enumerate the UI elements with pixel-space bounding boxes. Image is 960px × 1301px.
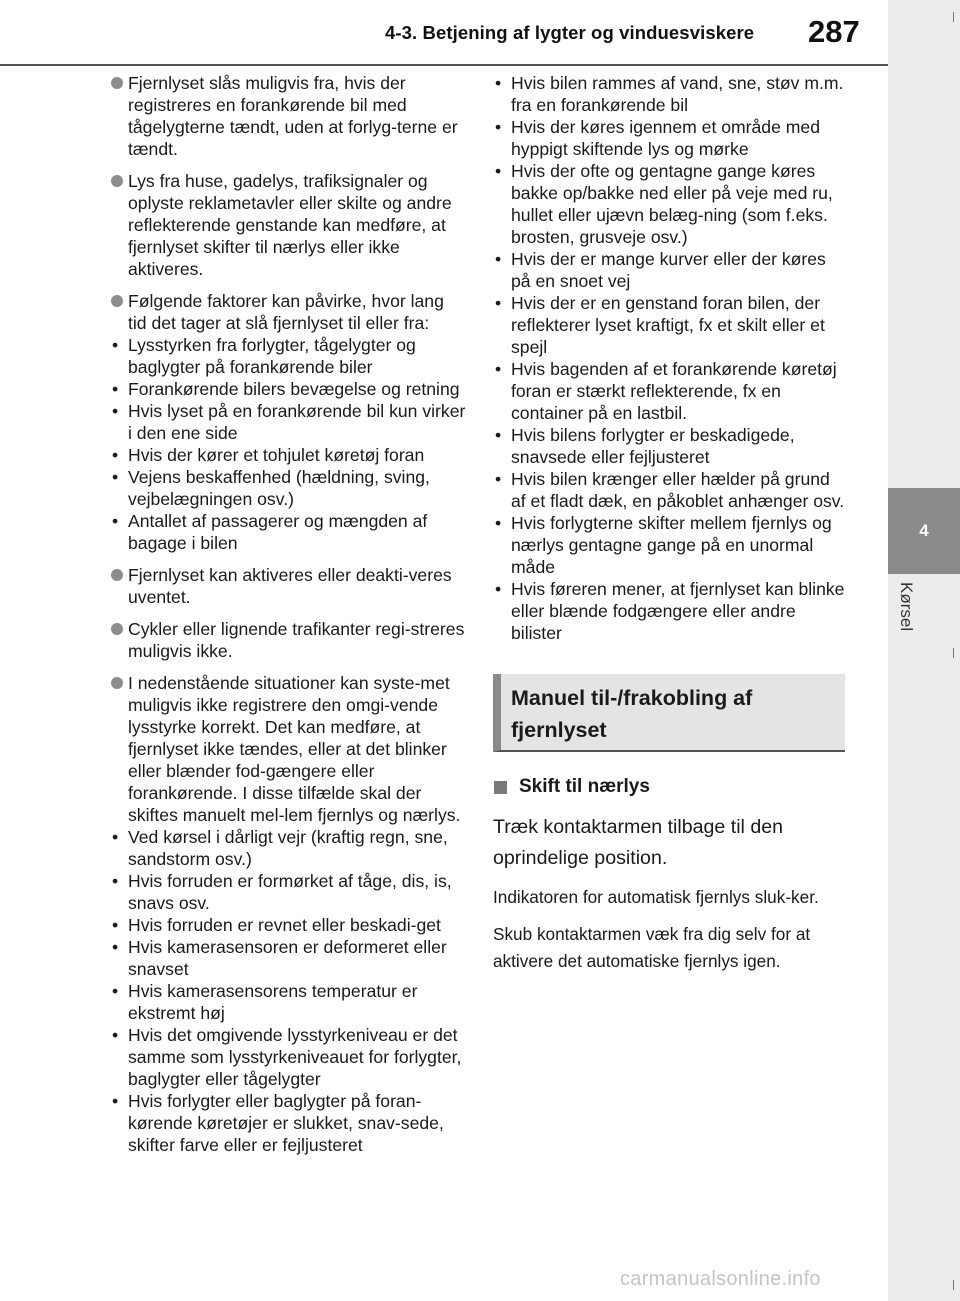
- list-item: [110, 444, 466, 466]
- bullet-mark: •: [112, 1091, 119, 1111]
- list-item: [110, 914, 466, 936]
- list-item: [493, 160, 845, 248]
- list-item: [493, 248, 845, 292]
- list-item-text: Hvis der kører et tohjulet køretøj foran: [128, 445, 425, 465]
- list-item: [110, 510, 466, 554]
- bullet-mark: •: [495, 425, 502, 445]
- circle-bullet-icon: [111, 677, 123, 689]
- bullet-text: Lys fra huse, gadelys, trafiksignaler og oplyste reklametavler eller skilte og andre reflekterende genstande kan medføre, at fjernlyset skifter til nærlys eller ikke aktiveres.: [128, 171, 452, 279]
- section-heading-line: fjernlyset: [511, 718, 607, 742]
- bullet-mark: •: [112, 401, 119, 421]
- bullet-mark: •: [495, 579, 502, 599]
- list-item-text: Hvis forruden er formørket af tåge, dis, is, snavs osv.: [128, 871, 452, 913]
- list-item: [110, 400, 466, 444]
- left-column: [110, 72, 466, 1166]
- list-item: [110, 378, 466, 400]
- list-item: [110, 334, 466, 378]
- chapter-number: 4: [888, 488, 960, 574]
- list-item: [493, 116, 845, 160]
- bullet-mark: •: [112, 379, 119, 399]
- list-item-text: Hvis der køres igennem et område med hyppigt skiftende lys og mørke: [511, 117, 820, 159]
- list-item-text: Lysstyrken fra forlygter, tågelygter og baglygter på forankørende biler: [128, 335, 416, 377]
- crop-mark: [953, 1280, 954, 1290]
- section-heading-line: Manuel til-/frakobling af: [511, 686, 753, 710]
- list-item: [493, 358, 845, 424]
- list-item: [110, 466, 466, 510]
- bullet-mark: •: [495, 73, 502, 93]
- circle-bullet-icon: [111, 175, 123, 187]
- list-item: [493, 424, 845, 468]
- list-item: [493, 292, 845, 358]
- bullet-mark: •: [495, 293, 502, 313]
- bullet-paragraph: [110, 290, 466, 554]
- list-item: [493, 512, 845, 578]
- circle-bullet-icon: [111, 77, 123, 89]
- page-number: 287: [808, 14, 860, 49]
- list-item-text: Hvis der er mange kurver eller der køres på en snoet vej: [511, 249, 826, 291]
- bullet-text: Cykler eller lignende trafikanter regi-streres muligvis ikke.: [128, 619, 465, 661]
- list-item: [493, 468, 845, 512]
- list-item: [110, 980, 466, 1024]
- bullet-paragraph: [110, 72, 466, 160]
- bullet-mark: •: [112, 445, 119, 465]
- subheading-text: Skift til nærlys: [519, 776, 650, 797]
- condition-list: [493, 72, 845, 644]
- bullet-paragraph: [110, 564, 466, 608]
- circle-bullet-icon: [111, 623, 123, 635]
- note-text: Indikatoren for automatisk fjernlys sluk-ker.: [493, 887, 819, 907]
- bullet-mark: •: [112, 937, 119, 957]
- bullet-text: Følgende faktorer kan påvirke, hvor lang tid det tager at slå fjernlyset til eller fra:: [128, 291, 444, 333]
- subheading: [493, 776, 845, 798]
- list-item: [110, 1090, 466, 1156]
- list-item-text: Hvis bilen rammes af vand, sne, støv m.m. fra en forankørende bil: [511, 73, 844, 115]
- list-item-text: Hvis kamerasensorens temperatur er ekstremt høj: [128, 981, 418, 1023]
- list-item: [493, 72, 845, 116]
- chapter-label: [896, 582, 916, 652]
- sub-list: [110, 826, 466, 1156]
- bullet-mark: •: [112, 335, 119, 355]
- bullet-text: Fjernlyset slås muligvis fra, hvis der registreres en forankørende bil med tågelygterne tændt, uden at forlyg-terne er tændt.: [128, 73, 458, 159]
- list-item-text: Hvis lyset på en forankørende bil kun virker i den ene side: [128, 401, 466, 443]
- list-item-text: Vejens beskaffenhed (hældning, sving, vejbelægningen osv.): [128, 467, 430, 509]
- chapter-label-text: Kørsel: [897, 582, 916, 632]
- instruction-text: Træk kontaktarmen tilbage til den oprindelige position.: [493, 816, 784, 869]
- bullet-mark: •: [112, 827, 119, 847]
- bullet-mark: •: [495, 117, 502, 137]
- bullet-mark: •: [495, 161, 502, 181]
- bullet-mark: •: [495, 469, 502, 489]
- list-item: [110, 1024, 466, 1090]
- circle-bullet-icon: [111, 295, 123, 307]
- list-item: [110, 826, 466, 870]
- list-item-text: Hvis det omgivende lysstyrkeniveau er det samme som lysstyrkeniveauet for forlygter, baglygter eller tågelygter: [128, 1025, 462, 1089]
- list-item-text: Antallet af passagerer og mængden af bagage i bilen: [128, 511, 428, 553]
- section-heading-box: [493, 674, 845, 752]
- list-item-text: Hvis føreren mener, at fjernlyset kan blinke eller blænde fodgængere eller andre bilister: [511, 579, 845, 643]
- bullet-text: I nedenstående situationer kan syste-met muligvis ikke registrere den omgi-vende lysstyrke korrekt. Det kan medføre, at fjernlyset ikke tændes, eller at det blinker eller blænder fod-gængere eller forankørende. I disse tilfælde skal der skiftes manuelt mel-lem fjernlys og nærlys.: [128, 673, 461, 825]
- list-item-text: Hvis der ofte og gentagne gange køres bakke op/bakke ned eller på veje med ru, hullet eller ujævn belæg-ning (som f.eks. brosten, grusveje osv.): [511, 161, 833, 247]
- list-item-text: Hvis kamerasensoren er deformeret eller snavset: [128, 937, 447, 979]
- bullet-mark: •: [112, 1025, 119, 1045]
- bullet-mark: •: [112, 981, 119, 1001]
- crop-mark: [953, 648, 954, 658]
- bullet-mark: •: [112, 467, 119, 487]
- bullet-text: Fjernlyset kan aktiveres eller deakti-veres uventet.: [128, 565, 452, 607]
- list-item-text: Hvis bilen krænger eller hælder på grund af et fladt dæk, en påkoblet anhænger osv.: [511, 469, 845, 511]
- bullet-paragraph: [110, 618, 466, 662]
- crop-mark: [953, 12, 954, 22]
- bullet-mark: •: [112, 915, 119, 935]
- bullet-paragraph: [110, 672, 466, 1156]
- list-item-text: Hvis der er en genstand foran bilen, der reflekterer lyset kraftigt, fx et skilt eller et spejl: [511, 293, 825, 357]
- bullet-mark: •: [495, 513, 502, 533]
- right-column: [493, 72, 845, 975]
- list-item: [110, 870, 466, 914]
- watermark: carmanualsonline.info: [620, 1268, 821, 1290]
- sub-list: [110, 334, 466, 554]
- note-text: Skub kontaktarmen væk fra dig selv for at aktivere det automatiske fjernlys igen.: [493, 924, 811, 971]
- list-item-text: Ved kørsel i dårligt vejr (kraftig regn, sne, sandstorm osv.): [128, 827, 448, 869]
- bullet-paragraph: [110, 170, 466, 280]
- bullet-mark: •: [112, 511, 119, 531]
- list-item-text: Hvis forlygter eller baglygter på foran-kørende køretøjer er slukket, snav-sede, skifter farve eller er fejljusteret: [128, 1091, 444, 1155]
- bullet-mark: •: [495, 249, 502, 269]
- square-bullet-icon: [494, 781, 507, 794]
- list-item-text: Hvis forlygterne skifter mellem fjernlys og nærlys gentagne gange på en unormal måde: [511, 513, 832, 577]
- bullet-mark: •: [495, 359, 502, 379]
- bullet-mark: •: [112, 871, 119, 891]
- section-header-title: 4-3. Betjening af lygter og vinduesviskere: [385, 22, 755, 43]
- circle-bullet-icon: [111, 569, 123, 581]
- list-item-text: Hvis bilens forlygter er beskadigede, snavsede eller fejljusteret: [511, 425, 795, 467]
- list-item: [493, 578, 845, 644]
- list-item-text: Hvis bagenden af et forankørende køretøj foran er stærkt reflekterende, fx en container på en lastbil.: [511, 359, 837, 423]
- list-item: [110, 936, 466, 980]
- list-item-text: Forankørende bilers bevægelse og retning: [128, 379, 460, 399]
- list-item-text: Hvis forruden er revnet eller beskadi-get: [128, 915, 441, 935]
